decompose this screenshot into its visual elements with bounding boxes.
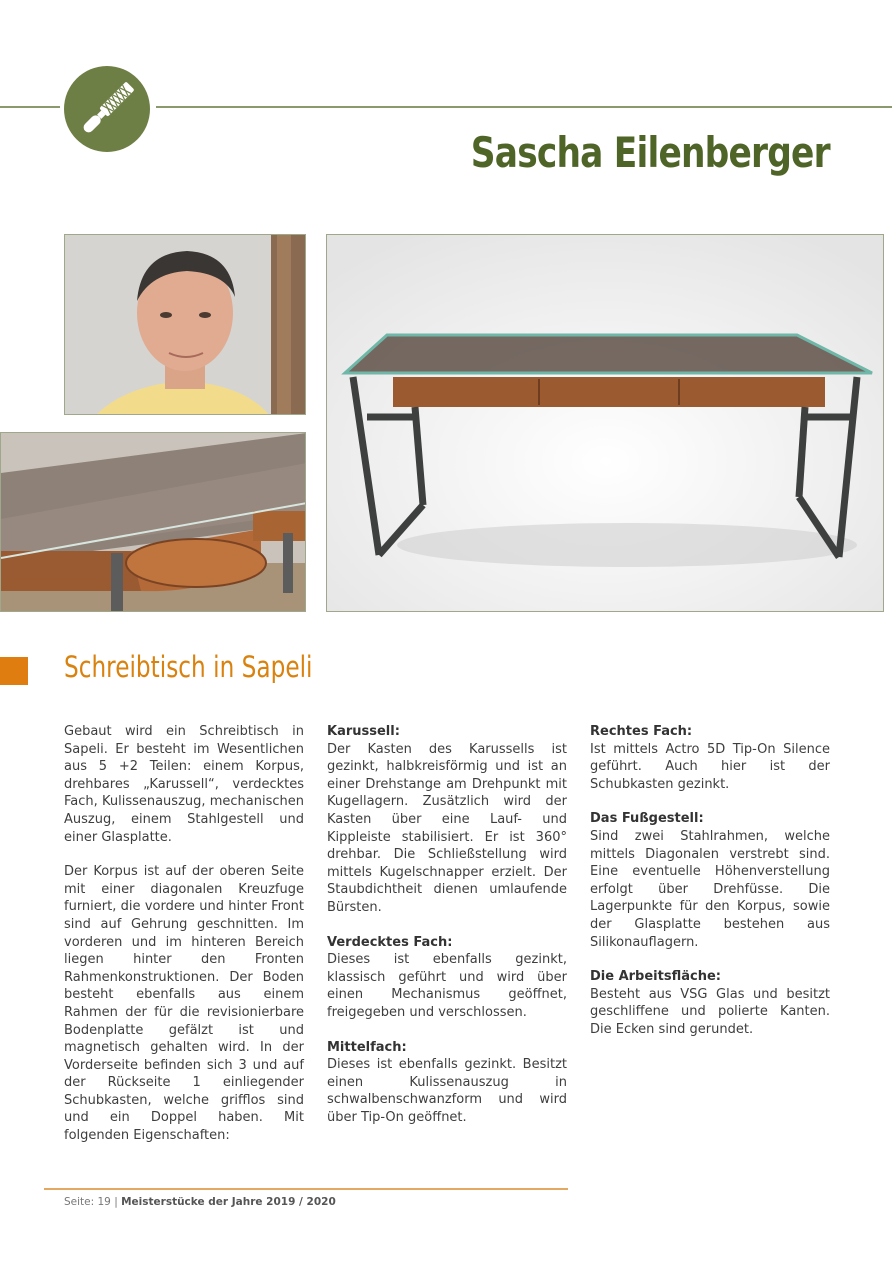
page-title: Sascha Eilenberger: [471, 128, 830, 177]
file-tool-icon: [64, 66, 150, 152]
paragraph: Der Kasten des Karussells ist gezinkt, halbkreisförmig und ist an einer Drehstange am Drehpunkt mit Kugellagern. Zusätzlich wird der Kasten über eine Lauf- und Kippleiste stabilisiert. Er ist 360° drehbar. Die Schließstellung wird mittels Kugelschnapper erzielt. Der Staubdichtheit dienen umlaufende Bürsten.: [327, 741, 567, 915]
text-column-2: [327, 723, 567, 1143]
paragraph: Gebaut wird ein Schreibtisch in Sapeli. Er besteht im Wesentlichen aus 5 +2 Teilen: einem Korpus, drehbares „Karussell“, verdecktes Fach, Kulissenauszug, mechanischen Auszug, einem Stahlgestell und einer Glasplatte.: [64, 724, 304, 845]
paragraph: Dieses ist ebenfalls gezinkt. Besitzt einen Kulissenauszug in schwalbenschwanzform und wird über Tip-On geöffnet.: [327, 1057, 567, 1125]
paragraph: Sind zwei Stahlrahmen, welche mittels Diagonalen verstrebt sind. Eine eventuelle Höhenverstellung erfolgt über Drehfüsse. Die Lagerpunkte für den Korpus, sowie der Glasplatte bestehen aus Silikonauflagern.: [590, 828, 830, 950]
section-title: Schreibtisch in Sapeli: [64, 650, 313, 684]
header-rule-left: [0, 106, 60, 108]
text-column-1: [64, 723, 304, 1162]
subsection-heading: Mittelfach:: [327, 1039, 407, 1055]
subsection-heading: Die Arbeitsfläche:: [590, 969, 721, 985]
section-marker: [0, 657, 28, 685]
portrait-photo: [64, 234, 306, 415]
footer-separator: |: [110, 1196, 122, 1208]
subsection-heading: Karussell:: [327, 724, 400, 739]
footer: [64, 1196, 336, 1208]
subsection-heading: Rechtes Fach:: [590, 724, 693, 739]
page-number: Seite: 19: [64, 1196, 111, 1208]
paragraph: Der Korpus ist auf der oberen Seite mit einer diagonalen Kreuzfuge furniert, die vordere und hinter Front sind auf Gehrung geschnitten. Im vorderen und im hinteren Bereich liegen hinter den Fronten Rahmenkonstruktionen. Der Boden besteht ebenfalls aus einem Rahmen der für die revisionierbare Bodenplatte gefälzt ist und magnetisch gehalten wird. In der Vorderseite befinden sich 3 und auf der Rückseite 1 einliegender Schubkasten, welche grifflos sind und ein Doppel haben. Mit folgenden Eigenschaften:: [64, 864, 304, 1144]
badge: [64, 66, 150, 152]
paragraph: Dieses ist ebenfalls gezinkt, klassisch geführt und wird über einen Mechanismus geöffnet, freigegeben und verschlossen.: [327, 952, 567, 1020]
header-rule-right: [156, 106, 892, 108]
subsection-heading: Das Fußgestell:: [590, 811, 704, 827]
text-column-3: [590, 723, 830, 1056]
drawer-detail-photo: [0, 432, 306, 612]
publication-title: Meisterstücke der Jahre 2019 / 2020: [121, 1196, 336, 1208]
paragraph: Besteht aus VSG Glas und besitzt geschliffene und polierte Kanten. Die Ecken sind gerundet.: [590, 986, 830, 1037]
subsection-heading: Verdecktes Fach:: [327, 934, 453, 950]
paragraph: Ist mittels Actro 5D Tip-On Silence geführt. Auch hier ist der Schubkasten gezinkt.: [590, 741, 830, 792]
footer-rule: [44, 1188, 568, 1190]
desk-photo: [326, 234, 884, 612]
